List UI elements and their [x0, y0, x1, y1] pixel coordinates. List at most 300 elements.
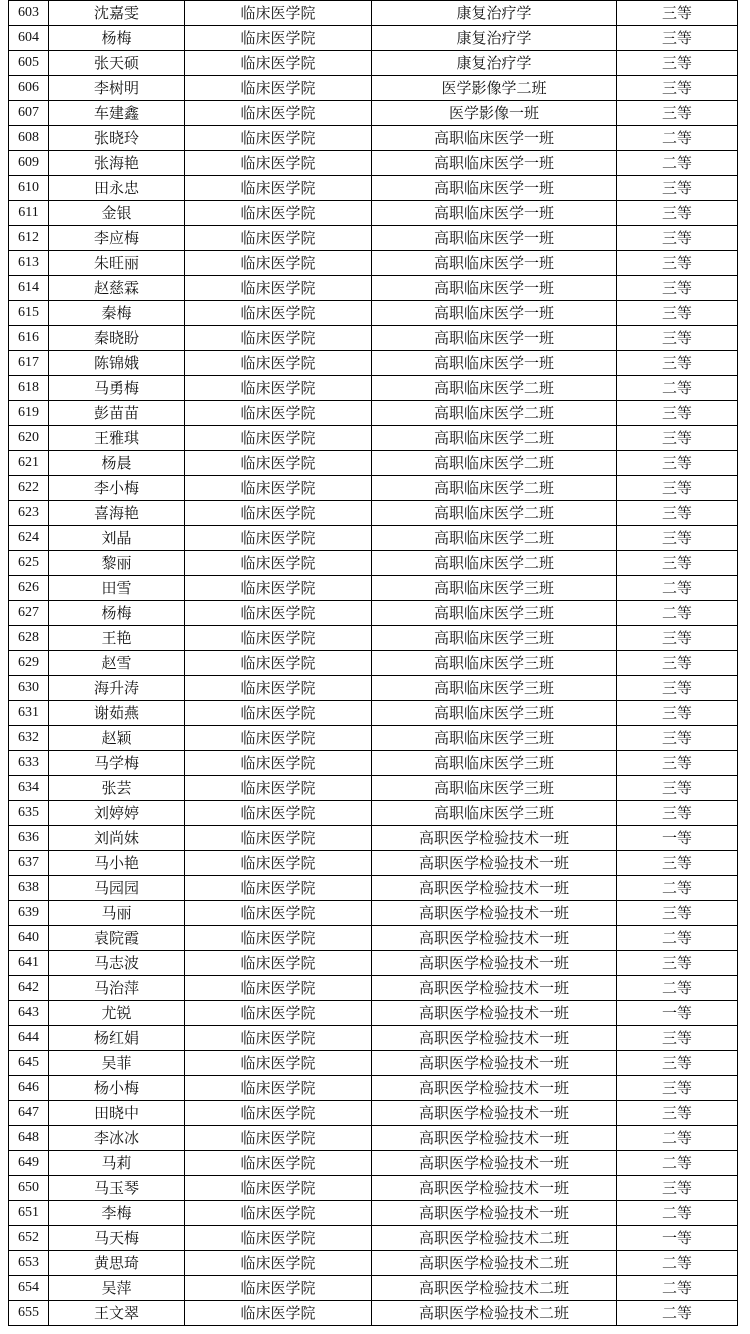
- college-cell: 临床医学院: [185, 851, 372, 876]
- row-number-cell: 605: [9, 51, 49, 76]
- student-name-cell: 赵慈霖: [49, 276, 185, 301]
- table-row: [9, 76, 738, 101]
- row-number-cell: 640: [9, 926, 49, 951]
- table-row: [9, 401, 738, 426]
- student-name-cell: 朱旺丽: [49, 251, 185, 276]
- major-class-cell: 高职临床医学一班: [372, 301, 617, 326]
- student-name-cell: 张芸: [49, 776, 185, 801]
- row-number-cell: 644: [9, 1026, 49, 1051]
- major-class-cell: 高职医学检验技术二班: [372, 1251, 617, 1276]
- major-class-cell: 医学影像学二班: [372, 76, 617, 101]
- major-class-cell: 高职临床医学三班: [372, 726, 617, 751]
- table-row: [9, 1101, 738, 1126]
- table-row: [9, 576, 738, 601]
- student-name-cell: 杨晨: [49, 451, 185, 476]
- student-name-cell: 李树明: [49, 76, 185, 101]
- table-row: [9, 926, 738, 951]
- student-name-cell: 马治萍: [49, 976, 185, 1001]
- student-name-cell: 张天硕: [49, 51, 185, 76]
- table-row: [9, 951, 738, 976]
- table-row: [9, 101, 738, 126]
- row-number-cell: 652: [9, 1226, 49, 1251]
- award-level-cell: 二等: [617, 576, 738, 601]
- college-cell: 临床医学院: [185, 526, 372, 551]
- row-number-cell: 618: [9, 376, 49, 401]
- college-cell: 临床医学院: [185, 251, 372, 276]
- table-row: [9, 1151, 738, 1176]
- row-number-cell: 603: [9, 1, 49, 26]
- award-level-cell: 三等: [617, 1176, 738, 1201]
- college-cell: 临床医学院: [185, 751, 372, 776]
- table-row: [9, 726, 738, 751]
- college-cell: 临床医学院: [185, 126, 372, 151]
- college-cell: 临床医学院: [185, 301, 372, 326]
- major-class-cell: 高职临床医学二班: [372, 501, 617, 526]
- college-cell: 临床医学院: [185, 326, 372, 351]
- student-name-cell: 马丽: [49, 901, 185, 926]
- student-name-cell: 陈锦娥: [49, 351, 185, 376]
- major-class-cell: 康复治疗学: [372, 1, 617, 26]
- award-level-cell: 三等: [617, 751, 738, 776]
- row-number-cell: 613: [9, 251, 49, 276]
- row-number-cell: 648: [9, 1126, 49, 1151]
- major-class-cell: 高职临床医学一班: [372, 126, 617, 151]
- college-cell: 临床医学院: [185, 976, 372, 1001]
- major-class-cell: 高职临床医学三班: [372, 576, 617, 601]
- row-number-cell: 642: [9, 976, 49, 1001]
- major-class-cell: 高职医学检验技术一班: [372, 876, 617, 901]
- table-row: [9, 601, 738, 626]
- award-level-cell: 二等: [617, 126, 738, 151]
- student-name-cell: 刘晶: [49, 526, 185, 551]
- award-list-table: [8, 0, 738, 1326]
- college-cell: 临床医学院: [185, 576, 372, 601]
- college-cell: 临床医学院: [185, 926, 372, 951]
- student-name-cell: 金银: [49, 201, 185, 226]
- student-name-cell: 马天梅: [49, 1226, 185, 1251]
- college-cell: 临床医学院: [185, 651, 372, 676]
- table-row: [9, 676, 738, 701]
- table-row: [9, 176, 738, 201]
- table-row: [9, 51, 738, 76]
- row-number-cell: 635: [9, 801, 49, 826]
- college-cell: 临床医学院: [185, 1226, 372, 1251]
- award-level-cell: 三等: [617, 1051, 738, 1076]
- major-class-cell: 高职临床医学二班: [372, 451, 617, 476]
- student-name-cell: 吴萍: [49, 1276, 185, 1301]
- college-cell: 临床医学院: [185, 1301, 372, 1326]
- award-level-cell: 三等: [617, 851, 738, 876]
- row-number-cell: 637: [9, 851, 49, 876]
- award-level-cell: 三等: [617, 901, 738, 926]
- table-row: [9, 376, 738, 401]
- row-number-cell: 653: [9, 1251, 49, 1276]
- major-class-cell: 高职医学检验技术一班: [372, 851, 617, 876]
- row-number-cell: 633: [9, 751, 49, 776]
- college-cell: 临床医学院: [185, 151, 372, 176]
- student-name-cell: 田晓中: [49, 1101, 185, 1126]
- major-class-cell: 高职临床医学二班: [372, 401, 617, 426]
- college-cell: 临床医学院: [185, 1151, 372, 1176]
- student-name-cell: 马莉: [49, 1151, 185, 1176]
- student-name-cell: 王艳: [49, 626, 185, 651]
- student-name-cell: 刘婷婷: [49, 801, 185, 826]
- award-level-cell: 三等: [617, 726, 738, 751]
- award-level-cell: 三等: [617, 301, 738, 326]
- row-number-cell: 621: [9, 451, 49, 476]
- row-number-cell: 623: [9, 501, 49, 526]
- award-level-cell: 三等: [617, 276, 738, 301]
- award-level-cell: 三等: [617, 651, 738, 676]
- major-class-cell: 高职临床医学三班: [372, 801, 617, 826]
- award-level-cell: 三等: [617, 201, 738, 226]
- award-level-cell: 三等: [617, 1101, 738, 1126]
- row-number-cell: 624: [9, 526, 49, 551]
- major-class-cell: 高职临床医学一班: [372, 351, 617, 376]
- table-body: [9, 1, 738, 1326]
- award-level-cell: 二等: [617, 976, 738, 1001]
- major-class-cell: 高职临床医学一班: [372, 226, 617, 251]
- row-number-cell: 616: [9, 326, 49, 351]
- row-number-cell: 607: [9, 101, 49, 126]
- college-cell: 临床医学院: [185, 876, 372, 901]
- table-row: [9, 426, 738, 451]
- college-cell: 临床医学院: [185, 701, 372, 726]
- college-cell: 临床医学院: [185, 1051, 372, 1076]
- student-name-cell: 杨梅: [49, 601, 185, 626]
- student-name-cell: 刘尚妹: [49, 826, 185, 851]
- major-class-cell: 高职医学检验技术一班: [372, 1026, 617, 1051]
- student-name-cell: 李梅: [49, 1201, 185, 1226]
- student-name-cell: 马勇梅: [49, 376, 185, 401]
- major-class-cell: 高职临床医学一班: [372, 176, 617, 201]
- college-cell: 临床医学院: [185, 501, 372, 526]
- student-name-cell: 喜海艳: [49, 501, 185, 526]
- row-number-cell: 655: [9, 1301, 49, 1326]
- major-class-cell: 高职临床医学二班: [372, 551, 617, 576]
- table-row: [9, 701, 738, 726]
- award-level-cell: 三等: [617, 51, 738, 76]
- table-row: [9, 551, 738, 576]
- college-cell: 临床医学院: [185, 351, 372, 376]
- student-name-cell: 沈嘉雯: [49, 1, 185, 26]
- major-class-cell: 高职医学检验技术一班: [372, 1101, 617, 1126]
- student-name-cell: 马小艳: [49, 851, 185, 876]
- table-row: [9, 1, 738, 26]
- row-number-cell: 654: [9, 1276, 49, 1301]
- college-cell: 临床医学院: [185, 1026, 372, 1051]
- table-row: [9, 751, 738, 776]
- student-name-cell: 马学梅: [49, 751, 185, 776]
- college-cell: 临床医学院: [185, 101, 372, 126]
- table-row: [9, 501, 738, 526]
- major-class-cell: 高职临床医学三班: [372, 751, 617, 776]
- college-cell: 临床医学院: [185, 1001, 372, 1026]
- row-number-cell: 609: [9, 151, 49, 176]
- student-name-cell: 马志波: [49, 951, 185, 976]
- row-number-cell: 638: [9, 876, 49, 901]
- student-name-cell: 张晓玲: [49, 126, 185, 151]
- student-name-cell: 马园园: [49, 876, 185, 901]
- table-row: [9, 476, 738, 501]
- college-cell: 临床医学院: [185, 476, 372, 501]
- table-row: [9, 151, 738, 176]
- major-class-cell: 康复治疗学: [372, 51, 617, 76]
- college-cell: 临床医学院: [185, 201, 372, 226]
- student-name-cell: 海升涛: [49, 676, 185, 701]
- row-number-cell: 626: [9, 576, 49, 601]
- award-level-cell: 二等: [617, 1301, 738, 1326]
- college-cell: 临床医学院: [185, 76, 372, 101]
- row-number-cell: 604: [9, 26, 49, 51]
- award-level-cell: 二等: [617, 151, 738, 176]
- college-cell: 临床医学院: [185, 826, 372, 851]
- student-name-cell: 王雅琪: [49, 426, 185, 451]
- major-class-cell: 高职临床医学三班: [372, 701, 617, 726]
- table-row: [9, 226, 738, 251]
- table-row: [9, 126, 738, 151]
- row-number-cell: 641: [9, 951, 49, 976]
- student-name-cell: 黄思琦: [49, 1251, 185, 1276]
- row-number-cell: 620: [9, 426, 49, 451]
- table-row: [9, 1026, 738, 1051]
- major-class-cell: 高职临床医学一班: [372, 326, 617, 351]
- table-row: [9, 901, 738, 926]
- student-name-cell: 张海艳: [49, 151, 185, 176]
- table-row: [9, 1226, 738, 1251]
- row-number-cell: 636: [9, 826, 49, 851]
- award-level-cell: 三等: [617, 501, 738, 526]
- table-row: [9, 1201, 738, 1226]
- row-number-cell: 611: [9, 201, 49, 226]
- major-class-cell: 高职临床医学二班: [372, 376, 617, 401]
- row-number-cell: 627: [9, 601, 49, 626]
- college-cell: 临床医学院: [185, 226, 372, 251]
- college-cell: 临床医学院: [185, 951, 372, 976]
- award-level-cell: 一等: [617, 1001, 738, 1026]
- table-row: [9, 651, 738, 676]
- row-number-cell: 647: [9, 1101, 49, 1126]
- student-name-cell: 赵颖: [49, 726, 185, 751]
- student-name-cell: 杨梅: [49, 26, 185, 51]
- award-level-cell: 三等: [617, 1, 738, 26]
- student-name-cell: 袁院霞: [49, 926, 185, 951]
- student-name-cell: 杨小梅: [49, 1076, 185, 1101]
- table-row: [9, 1276, 738, 1301]
- award-level-cell: 三等: [617, 551, 738, 576]
- table-row: [9, 276, 738, 301]
- major-class-cell: 高职临床医学一班: [372, 201, 617, 226]
- award-level-cell: 三等: [617, 451, 738, 476]
- major-class-cell: 高职临床医学三班: [372, 626, 617, 651]
- row-number-cell: 628: [9, 626, 49, 651]
- major-class-cell: 高职医学检验技术一班: [372, 976, 617, 1001]
- award-level-cell: 三等: [617, 801, 738, 826]
- major-class-cell: 高职医学检验技术一班: [372, 1151, 617, 1176]
- table-row: [9, 26, 738, 51]
- award-level-cell: 二等: [617, 376, 738, 401]
- major-class-cell: 高职临床医学三班: [372, 601, 617, 626]
- award-level-cell: 三等: [617, 26, 738, 51]
- row-number-cell: 651: [9, 1201, 49, 1226]
- row-number-cell: 615: [9, 301, 49, 326]
- table-row: [9, 851, 738, 876]
- student-name-cell: 田永忠: [49, 176, 185, 201]
- award-level-cell: 三等: [617, 676, 738, 701]
- major-class-cell: 高职医学检验技术一班: [372, 1176, 617, 1201]
- award-level-cell: 三等: [617, 526, 738, 551]
- row-number-cell: 610: [9, 176, 49, 201]
- award-level-cell: 二等: [617, 1251, 738, 1276]
- table-row: [9, 1126, 738, 1151]
- row-number-cell: 643: [9, 1001, 49, 1026]
- row-number-cell: 617: [9, 351, 49, 376]
- major-class-cell: 高职医学检验技术二班: [372, 1276, 617, 1301]
- table-row: [9, 1051, 738, 1076]
- student-name-cell: 黎丽: [49, 551, 185, 576]
- award-level-cell: 一等: [617, 826, 738, 851]
- college-cell: 临床医学院: [185, 26, 372, 51]
- row-number-cell: 608: [9, 126, 49, 151]
- award-level-cell: 二等: [617, 1126, 738, 1151]
- table-row: [9, 251, 738, 276]
- award-level-cell: 三等: [617, 951, 738, 976]
- major-class-cell: 高职医学检验技术一班: [372, 826, 617, 851]
- student-name-cell: 彭苗苗: [49, 401, 185, 426]
- table-row: [9, 326, 738, 351]
- college-cell: 临床医学院: [185, 426, 372, 451]
- student-name-cell: 谢茹燕: [49, 701, 185, 726]
- student-name-cell: 赵雪: [49, 651, 185, 676]
- award-level-cell: 二等: [617, 601, 738, 626]
- college-cell: 临床医学院: [185, 626, 372, 651]
- award-level-cell: 三等: [617, 76, 738, 101]
- award-level-cell: 二等: [617, 1151, 738, 1176]
- row-number-cell: 614: [9, 276, 49, 301]
- award-level-cell: 二等: [617, 926, 738, 951]
- major-class-cell: 医学影像一班: [372, 101, 617, 126]
- major-class-cell: 高职医学检验技术一班: [372, 1051, 617, 1076]
- award-level-cell: 三等: [617, 401, 738, 426]
- major-class-cell: 高职医学检验技术二班: [372, 1301, 617, 1326]
- table-row: [9, 876, 738, 901]
- award-level-cell: 三等: [617, 776, 738, 801]
- table-row: [9, 776, 738, 801]
- major-class-cell: 高职临床医学一班: [372, 276, 617, 301]
- major-class-cell: 高职医学检验技术一班: [372, 951, 617, 976]
- college-cell: 临床医学院: [185, 1276, 372, 1301]
- student-name-cell: 马玉琴: [49, 1176, 185, 1201]
- major-class-cell: 康复治疗学: [372, 26, 617, 51]
- row-number-cell: 645: [9, 1051, 49, 1076]
- major-class-cell: 高职临床医学二班: [372, 476, 617, 501]
- college-cell: 临床医学院: [185, 601, 372, 626]
- major-class-cell: 高职临床医学三班: [372, 651, 617, 676]
- college-cell: 临床医学院: [185, 401, 372, 426]
- row-number-cell: 650: [9, 1176, 49, 1201]
- college-cell: 临床医学院: [185, 1101, 372, 1126]
- major-class-cell: 高职医学检验技术一班: [372, 1076, 617, 1101]
- award-level-cell: 三等: [617, 626, 738, 651]
- table-row: [9, 1001, 738, 1026]
- major-class-cell: 高职医学检验技术一班: [372, 1001, 617, 1026]
- row-number-cell: 619: [9, 401, 49, 426]
- row-number-cell: 622: [9, 476, 49, 501]
- table-row: [9, 1301, 738, 1326]
- major-class-cell: 高职临床医学二班: [372, 526, 617, 551]
- award-level-cell: 三等: [617, 1026, 738, 1051]
- row-number-cell: 630: [9, 676, 49, 701]
- college-cell: 临床医学院: [185, 451, 372, 476]
- table-row: [9, 976, 738, 1001]
- college-cell: 临床医学院: [185, 676, 372, 701]
- major-class-cell: 高职医学检验技术二班: [372, 1226, 617, 1251]
- table-row: [9, 526, 738, 551]
- college-cell: 临床医学院: [185, 1251, 372, 1276]
- award-level-cell: 三等: [617, 326, 738, 351]
- college-cell: 临床医学院: [185, 1076, 372, 1101]
- major-class-cell: 高职临床医学一班: [372, 251, 617, 276]
- student-name-cell: 秦晓盼: [49, 326, 185, 351]
- award-level-cell: 二等: [617, 1276, 738, 1301]
- award-level-cell: 三等: [617, 1076, 738, 1101]
- row-number-cell: 629: [9, 651, 49, 676]
- college-cell: 临床医学院: [185, 1, 372, 26]
- row-number-cell: 612: [9, 226, 49, 251]
- major-class-cell: 高职医学检验技术一班: [372, 1126, 617, 1151]
- college-cell: 临床医学院: [185, 1126, 372, 1151]
- college-cell: 临床医学院: [185, 551, 372, 576]
- student-name-cell: 尤锐: [49, 1001, 185, 1026]
- award-level-cell: 三等: [617, 701, 738, 726]
- table-row: [9, 351, 738, 376]
- award-level-cell: 三等: [617, 176, 738, 201]
- award-level-cell: 一等: [617, 1226, 738, 1251]
- major-class-cell: 高职临床医学三班: [372, 776, 617, 801]
- table-row: [9, 1176, 738, 1201]
- college-cell: 临床医学院: [185, 376, 372, 401]
- college-cell: 临床医学院: [185, 276, 372, 301]
- table-row: [9, 626, 738, 651]
- college-cell: 临床医学院: [185, 1176, 372, 1201]
- row-number-cell: 639: [9, 901, 49, 926]
- college-cell: 临床医学院: [185, 726, 372, 751]
- student-name-cell: 李小梅: [49, 476, 185, 501]
- college-cell: 临床医学院: [185, 801, 372, 826]
- award-level-cell: 二等: [617, 876, 738, 901]
- row-number-cell: 606: [9, 76, 49, 101]
- table-row: [9, 451, 738, 476]
- student-name-cell: 田雪: [49, 576, 185, 601]
- row-number-cell: 625: [9, 551, 49, 576]
- student-name-cell: 秦梅: [49, 301, 185, 326]
- college-cell: 临床医学院: [185, 176, 372, 201]
- student-name-cell: 车建鑫: [49, 101, 185, 126]
- row-number-cell: 646: [9, 1076, 49, 1101]
- student-name-cell: 杨红娟: [49, 1026, 185, 1051]
- row-number-cell: 632: [9, 726, 49, 751]
- major-class-cell: 高职医学检验技术一班: [372, 901, 617, 926]
- major-class-cell: 高职医学检验技术一班: [372, 926, 617, 951]
- award-level-cell: 三等: [617, 101, 738, 126]
- table-row: [9, 1076, 738, 1101]
- table-row: [9, 301, 738, 326]
- student-name-cell: 李应梅: [49, 226, 185, 251]
- table-row: [9, 201, 738, 226]
- student-name-cell: 李冰冰: [49, 1126, 185, 1151]
- major-class-cell: 高职临床医学三班: [372, 676, 617, 701]
- award-level-cell: 三等: [617, 476, 738, 501]
